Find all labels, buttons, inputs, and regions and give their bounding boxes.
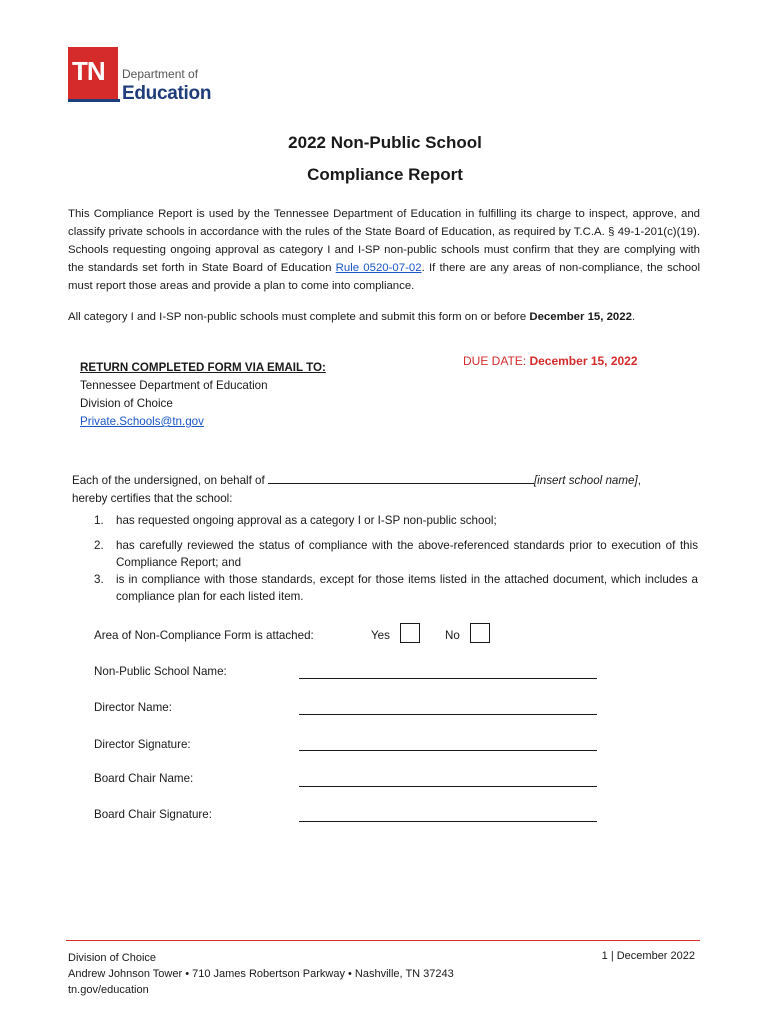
certification-line2: hereby certifies that the school: xyxy=(72,492,233,505)
school-name-field[interactable] xyxy=(299,678,597,679)
board-chair-signature-field[interactable] xyxy=(299,821,597,822)
yes-checkbox[interactable] xyxy=(400,623,420,643)
certification-suffix: , xyxy=(637,474,641,487)
board-chair-name-field[interactable] xyxy=(299,786,597,787)
page-number: 1 | December 2022 xyxy=(601,950,695,962)
director-signature-field[interactable] xyxy=(299,750,597,751)
board-chair-signature-label: Board Chair Signature: xyxy=(94,808,212,821)
deadline-paragraph xyxy=(68,308,700,326)
intro-paragraph xyxy=(68,205,700,295)
due-date xyxy=(463,354,638,368)
logo-underline xyxy=(68,99,120,102)
list-item-text: has requested ongoing approval as a category I or I-SP non-public school; xyxy=(116,514,497,527)
due-date-value: December 15, 2022 xyxy=(529,354,638,368)
deadline-end: . xyxy=(631,311,636,323)
tn-logo-text: TN xyxy=(72,56,105,86)
document-title-line1: 2022 Non-Public School xyxy=(288,133,482,152)
intro-text-part2: . If there are any areas of non-compliance, the school must report those areas and provide a plan to come into compliance. xyxy=(68,262,700,292)
director-name-label: Director Name: xyxy=(94,701,172,714)
no-checkbox[interactable] xyxy=(470,623,490,643)
no-label: No xyxy=(445,629,460,642)
list-item-number: 2. xyxy=(94,539,104,552)
director-signature-label: Director Signature: xyxy=(94,738,191,751)
school-name-blank[interactable] xyxy=(268,471,534,484)
tn-education-logo xyxy=(68,47,213,105)
footer-divider xyxy=(66,940,700,941)
school-name-placeholder: [insert school name] xyxy=(533,474,638,487)
certification-statement xyxy=(72,471,692,508)
return-department: Tennessee Department of Education xyxy=(80,379,268,392)
certification-prefix: Each of the undersigned, on behalf of xyxy=(72,474,268,487)
due-date-label: DUE DATE: xyxy=(463,354,530,368)
document-title-line2: Compliance Report xyxy=(307,165,463,184)
return-info xyxy=(80,359,326,431)
return-division: Division of Choice xyxy=(80,397,173,410)
deadline-date: December 15, 2022 xyxy=(529,311,632,323)
intro-text-part1: This Compliance Report is used by the Tennessee Department of Education in fulfilling its charge to inspect, approve, and classify private schools in accordance with the rules of the State Board of Education, as required by T.C.A. § 49-1-201(c)(19). Schools requesting ongoing approval as category I and I-SP non-public schools must confirm that they are complying with the standards set forth in State Board of Education xyxy=(68,208,700,274)
list-item-number: 1. xyxy=(94,514,104,527)
yes-label: Yes xyxy=(371,629,390,642)
rule-link[interactable]: Rule 0520-07-02 xyxy=(335,262,422,274)
logo-department-text: Department of xyxy=(122,67,199,81)
footer-street: Andrew Johnson Tower • 710 James Robertson Parkway • Nashville, TN 37243 xyxy=(68,968,454,980)
deadline-text: All category I and I-SP non-public schools must complete and submit this form on or before xyxy=(68,311,530,323)
list-item-text: has carefully reviewed the status of compliance with the above-referenced standards prior to execution of this Compliance Report; and xyxy=(116,539,698,569)
school-name-label: Non-Public School Name: xyxy=(94,665,227,678)
board-chair-name-label: Board Chair Name: xyxy=(94,772,194,785)
footer-address xyxy=(68,950,454,998)
tn-logo-mark xyxy=(68,47,118,99)
footer-website: tn.gov/education xyxy=(68,984,149,996)
list-item-number: 3. xyxy=(94,573,104,586)
noncompliance-label: Area of Non-Compliance Form is attached: xyxy=(94,629,314,642)
logo-education-text: Education xyxy=(122,83,212,104)
footer-division: Division of Choice xyxy=(68,952,157,964)
list-item-text: is in compliance with those standards, except for those items listed in the attached document, which includes a compliance plan for each listed item. xyxy=(116,573,698,603)
director-name-field[interactable] xyxy=(299,714,597,715)
return-email-link[interactable]: Private.Schools@tn.gov xyxy=(80,415,204,428)
return-header: RETURN COMPLETED FORM VIA EMAIL TO: xyxy=(80,361,326,374)
